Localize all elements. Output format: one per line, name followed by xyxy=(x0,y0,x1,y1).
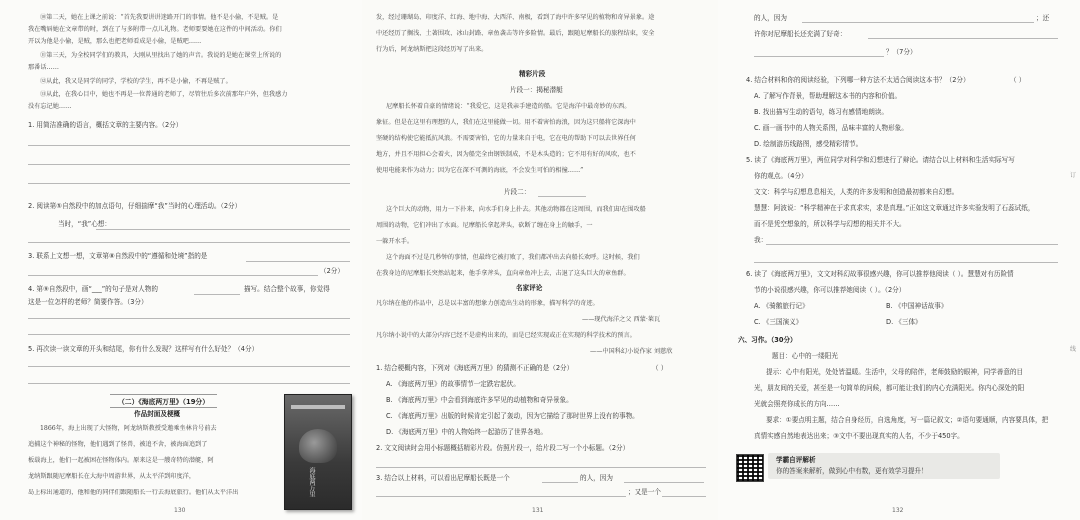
answer-line[interactable] xyxy=(28,318,350,319)
section-six-title: 六、习作。（30分） xyxy=(738,336,797,344)
text-line: ⑫从此，我又是同学的同学，学校的学生，再不是小偷，不再是贼了。 xyxy=(40,78,232,85)
option-b: B. 找出描写生动的语句，练习有感情地朗读。 xyxy=(754,108,888,116)
story-line: 龙纳斯跟随尼摩船长在大海中周游世界，从太平洋到印度洋， xyxy=(28,473,196,480)
fragment-2-title-blank[interactable] xyxy=(538,196,586,197)
answer-paren[interactable]: （ ） xyxy=(652,364,668,372)
text-line: ⑪第三天，为全校同学们的教具，大刚从里找出了她的声音。我说的是她在课堂上所说的 xyxy=(40,52,282,59)
text-line: 在我身边的尼摩船长突然站起来，他手拿斧头，直向章鱼冲上去，击退了这头巨大的章鱼群。 xyxy=(376,270,630,277)
question-5-line2: 你的观点。（4分） xyxy=(754,172,808,180)
question-2: 2. 阅读第⑤自然段中的加点语句，仔细揣摩“我”当时的心理活动。（2分） xyxy=(28,202,242,210)
page-number: 131 xyxy=(532,507,544,514)
option-c: C. 《海底两万里》出版的时候肯定引起了轰动，因为它描绘了那时世界上没有的事物。 xyxy=(386,412,639,420)
option-d: D. 《三体》 xyxy=(886,318,922,326)
text-line: 象征。但是在这里有理想的人，我们在这里能做一切。用不着害怕海浪，因为这只船将它深海中 xyxy=(376,119,636,126)
text-line: ⑩第二天，她在上课之前说：“首先我要讲讲迷路开门的事情。他不是小偷，不是贼。是 xyxy=(40,14,279,21)
self-check-box xyxy=(768,453,1000,479)
answer-line[interactable] xyxy=(754,262,1058,263)
famous-author: ——中国科幻小说作家 刘慈欣 xyxy=(590,348,673,355)
story-line: 板载海上，他们一起被困在怪物体内。原来这是一艘奇特的潜艇，阿 xyxy=(28,457,214,464)
answer-line[interactable] xyxy=(246,261,350,262)
answer-line[interactable] xyxy=(28,164,350,165)
self-check-text: 你的答案来解析，做到心中有数，更有效学习提升！ xyxy=(776,467,928,475)
story-line: 追捕这个神秘的怪物，他们遇到了怪兽，被追不舍，被海面追到了 xyxy=(28,441,208,448)
text-line: 地方，并且不用担心会着火，因为船完全由钢铁制成，不是木头造的；它不用有好的风吹，也不 xyxy=(376,151,636,158)
text-line: 那番话…… xyxy=(28,64,59,71)
story-line: 1866年，海上出现了大怪物，阿龙纳斯教授受邀乘坐林肯号前去 xyxy=(40,425,217,432)
text-line: 没有忘记她…… xyxy=(28,103,72,110)
text-line: 行为后，阿龙纳斯把这段经历写了出来。 xyxy=(376,46,488,53)
q5-me: 我： xyxy=(754,236,768,244)
page-number: 130 xyxy=(174,507,186,514)
answer-line[interactable] xyxy=(376,467,706,468)
option-a: A. 《骑鹅旅行记》 xyxy=(754,302,809,310)
text-line: 我在嘴唇她在文章带的时，到在了与多附带一点儿礼物。老师要要她在这件的中间活动。你们 xyxy=(28,26,282,33)
answer-line[interactable] xyxy=(28,366,350,367)
question-4: 4. 第⑨自然段中，画“___”的句子是对人物的 xyxy=(28,285,158,293)
prompt-title: 题目：心中的一缕阳光 xyxy=(772,352,838,360)
answer-line[interactable] xyxy=(28,145,350,146)
option-c: C. 《三国演义》 xyxy=(754,318,803,326)
answer-line[interactable] xyxy=(376,496,626,497)
prompt-line: 光就会照亮你成长的方向…… xyxy=(754,400,840,408)
question-3: 3. 联系上文想一想，文章第⑧自然段中的“遵循和处境”指的是 xyxy=(28,252,208,260)
page-132 xyxy=(718,0,1080,520)
section-subtitle: 作品封面及梗概 xyxy=(134,410,181,418)
fragment-2-title: 片段二： xyxy=(504,188,531,196)
famous-title: 名家评论 xyxy=(516,284,543,292)
answer-line[interactable] xyxy=(662,496,706,497)
answer-paren[interactable]: （ ） xyxy=(1010,76,1026,84)
option-c: C. 画一画书中的人物关系图，品味丰富的人物形象。 xyxy=(754,124,908,132)
margin-mark: 线 xyxy=(1070,346,1077,353)
margin-mark: 订 xyxy=(1070,172,1077,179)
text-line: 使用电能来作为动力；因为它在深不可测的海底，不会发生可怕的相撞……” xyxy=(376,167,584,174)
answer-line[interactable] xyxy=(28,183,350,184)
option-a: A. 《海底两万里》的故事情节一定跌宕起伏。 xyxy=(386,380,520,388)
answer-line[interactable] xyxy=(28,334,350,335)
q5-hui-cont: 而不是凭空想象的，所以科学与幻想的相关并不大。 xyxy=(754,220,906,228)
answer-line[interactable] xyxy=(28,383,350,384)
answer-line[interactable] xyxy=(96,229,350,230)
answer-line[interactable] xyxy=(194,294,240,295)
question-1: 1. 用简洁准确的语言，概括文章的主要内容。（2分） xyxy=(28,121,183,129)
answer-line[interactable] xyxy=(754,56,884,57)
q5-hui: 慧慧：阿波说：“科学精神在于求真求实，求是真理。”正如这文章通过许多实验发明了石蕊试纸， xyxy=(754,204,1035,212)
text-line: 中还经历了搁浅、土著围攻、冰山封路、章鱼袭击等许多险情。最后，跟随尼摩船长的旅程结束，安全 xyxy=(376,30,655,37)
option-a: A. 了解写作背景，帮助理解这本书的内容和价值。 xyxy=(754,92,902,100)
answer-line[interactable] xyxy=(542,482,578,483)
excerpt-title: 精彩片段 xyxy=(519,70,546,78)
text-line: 这个巨大的动物，用力一下扑来，向水手们身上扑去。其他动物都在这周围，而我们却在围攻船 xyxy=(386,206,646,213)
text-line: ；还 xyxy=(1036,14,1050,22)
question-5: 5. 读了《海底两万里》，两位同学对科学和幻想进行了辩论。请结合以上材料和生活实际写写 xyxy=(746,156,1015,164)
answer-line[interactable] xyxy=(766,244,1058,245)
option-d: D. 绘制游历线路图，感受精彩情节。 xyxy=(754,140,863,148)
text-line: 周围的动物，它们冲出了水面。尼摩船长拿起斧头，砍断了缠在身上的触手，一 xyxy=(376,222,593,229)
question-3: 3. 结合以上材料，可以看出尼摩船长既是一个 xyxy=(376,474,510,482)
cover-band xyxy=(291,405,345,409)
question-6-line2: 节的小说很感兴趣，你可以推荐她阅读（ ）。（2分） xyxy=(754,286,906,294)
text-line: 坚硬的结构使它能抵抗风浪。不需要害怕，它的力量来自于电，它在电的帮助下可以去世界任何 xyxy=(376,135,636,142)
text-line: ？（7分） xyxy=(886,48,917,56)
answer-line[interactable] xyxy=(624,482,704,483)
question-4-line2: 这是一位怎样的老师？简要作答。（3分） xyxy=(28,298,148,306)
qr-code-icon[interactable] xyxy=(736,454,764,482)
text-line: 发，经过珊瑚岛、印度洋、红海、地中海、大西洋、南极，看到了海中许多罕见的植物和奇异景象。途 xyxy=(376,14,655,21)
section-header: （二）《海底两万里》（19分） xyxy=(110,394,217,408)
prompt-line: 真情实感自然地表达出来；③文中不要出现真实的人名，不少于450字。 xyxy=(754,432,964,440)
text-line: 尼摩船长怀着自豪的情绪说：“我爱它，这是我亲手建造的船。它是海洋中最奇妙的东西。 xyxy=(386,103,631,110)
text-line: 这个海面不过是几秒钟的事情，但最终它被打败了，我们都冲出去向船长欢呼。这时候，我们 xyxy=(386,254,640,261)
story-line: 岛上标出通道的，他和他的同伴们跟随船长一行去海底旅行。他们从太平洋出 xyxy=(28,489,239,496)
question-3-score: （2分） xyxy=(320,267,344,275)
text-line: ⑬从此，在我心目中，她也不再是一位普通的老师了，尽管往后多次前那年户外，但我感力 xyxy=(40,91,288,98)
page-130 xyxy=(0,0,362,520)
option-b: B. 《中国神话故事》 xyxy=(886,302,948,310)
famous-author: ——现代海洋之父 西蒙·莱瓦 xyxy=(582,316,661,323)
answer-line[interactable] xyxy=(868,38,1058,39)
question-4: 4. 结合材料和你的阅读经验，下列哪一种方法不太适合阅读这本书？（2分） xyxy=(746,76,970,84)
famous-comment: 凡尔纳小说中的大部分内容已经不是虚构出来的，而是已经实现或正在实现的科学技术的预言。 xyxy=(376,332,636,339)
text-line: 的人，因为 xyxy=(754,14,787,22)
text-line: 一躲开水手。 xyxy=(376,238,414,245)
question-3-cont: 的人，因为 xyxy=(580,474,613,482)
answer-line[interactable] xyxy=(802,22,1034,23)
prompt-line: 要求：①要点明主题，结合自身经历，自选角度，写一篇记叙文；②语句要通顺，内容要具体，把 xyxy=(766,416,1049,424)
book-cover-image xyxy=(284,394,352,510)
text-line: 许你对尼摩船长还充满了好奇： xyxy=(754,30,847,38)
question-5: 5. 再次读一读文章的开头和结尾，你有什么发现？这样写有什么好处？（4分） xyxy=(28,345,259,353)
fragment-1-title: 片段一：揭秘潜艇 xyxy=(510,86,563,94)
prompt-line: 光，朋友间的关爱，甚至是一句简单的问候，都可能让我们的内心充满阳光。你内心深处的阳 xyxy=(754,384,1025,392)
submarine-illustration xyxy=(299,429,337,463)
page-131 xyxy=(362,0,718,520)
question-2-prompt: 当时，“我”心想： xyxy=(58,220,111,228)
question-6: 6. 读了《海底两万里》，文文对科幻故事很感兴趣，你可以推荐他阅读（ ）。慧慧对有历险情 xyxy=(746,270,1014,278)
page-number: 132 xyxy=(892,507,904,514)
option-d: D. 《海底两万里》中的人物始终一起游历了世界各地。 xyxy=(386,428,547,436)
self-check-title: 学霸自评解析 xyxy=(776,456,816,464)
answer-line[interactable] xyxy=(28,242,350,243)
question-2: 2. 文文阅读时会用小标题概括精彩片段。仿照片段一，给片段二写一个小标题。（2分） xyxy=(376,444,630,452)
answer-line[interactable] xyxy=(28,275,318,276)
question-1: 1. 结合梗概内容，下列对《海底两万里》的猜测不正确的是（2分） xyxy=(376,364,574,372)
famous-comment: 凡尔纳在他的作品中，总是以丰富的想象力创造出生动的形象，描写科学的奇迹。 xyxy=(376,300,599,307)
book-cover-title: 海底两万里 xyxy=(308,467,315,497)
q5-wen: 文文：科学与幻想息息相关，人类的许多发明和创造最初都来自幻想。 xyxy=(754,188,959,196)
prompt-line: 提示：心中有阳光，处处皆温暖。生活中，父母的陪伴，老师鼓励的眼神，同学善意的目 xyxy=(766,368,1024,376)
question-3-cont2: ；又是一个 xyxy=(628,488,661,496)
text-line: 开以为他是小偷，是贼，那么也把老师看成是小偷，是贼吧…… xyxy=(28,38,202,45)
question-4-cont: 描写。结合整个故事，你觉得 xyxy=(244,285,330,293)
option-b: B. 《海底两万里》中会看到海底许多罕见的动植物和奇异景象。 xyxy=(386,396,573,404)
